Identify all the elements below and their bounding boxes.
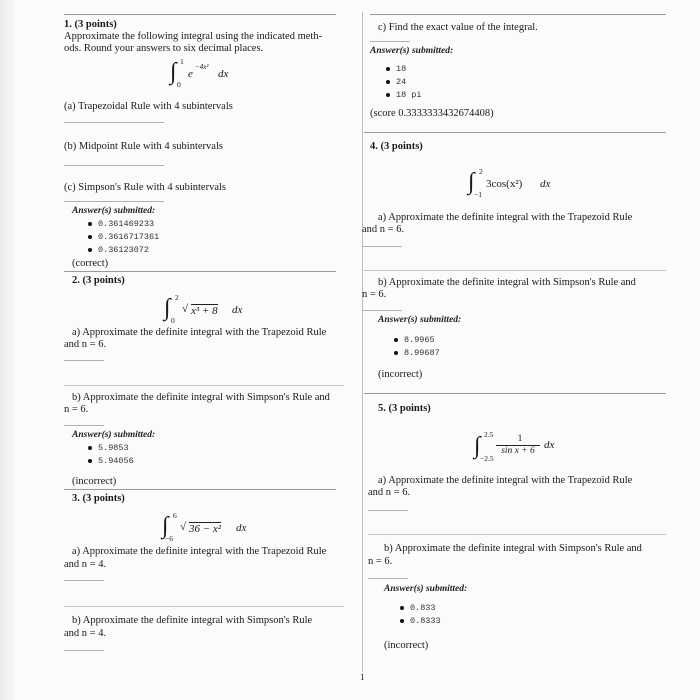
answer-blank-4a[interactable] [362, 246, 402, 247]
fraction-numerator: 1 [517, 434, 523, 444]
top-rule-left [64, 14, 336, 15]
answer-item: 24 [384, 76, 422, 89]
page-number: 1 [360, 672, 365, 682]
problem-4-part-b-line2: n = 6. [362, 289, 387, 300]
integral-dx: dx [540, 178, 551, 190]
problem-2-part-b-line1: b) Approximate the definite integral with Simpson's Rule and [72, 392, 330, 403]
answer-item: 5.94056 [86, 455, 134, 468]
answer-blank-5a[interactable] [368, 510, 408, 511]
column-divider [362, 12, 363, 672]
problem-2-header: 2. (3 points) [72, 275, 125, 286]
answers-list-1 [86, 218, 159, 257]
integral-5 [472, 432, 582, 468]
status-4: (incorrect) [378, 369, 423, 380]
problem-4-part-b-line1: b) Approximate the definite integral with Simpson's Rule and [378, 277, 636, 288]
answer-blank-2a[interactable] [64, 360, 104, 361]
radical-sign: √ [180, 521, 187, 533]
answer-blank-2b[interactable] [64, 425, 104, 426]
answers-heading-1c: Answer(s) submitted: [370, 46, 454, 56]
answer-item: 0.36123072 [86, 244, 159, 257]
answer-blank-3a[interactable] [64, 580, 104, 581]
problem-1-part-c: (c) Simpson's Rule with 4 subintervals [64, 182, 227, 193]
answer-blank-4b[interactable] [362, 310, 402, 311]
integral-upper: 2 [175, 293, 179, 302]
integrand-exponent: −4x² [195, 63, 209, 71]
problem-3-part-b-line2: and n = 4. [64, 628, 107, 639]
top-rule-right [370, 14, 666, 15]
status-1: (correct) [72, 258, 109, 269]
problem-1-part-a: (a) Trapezoidal Rule with 4 subintervals [64, 101, 233, 112]
answer-item: 0.3616717361 [86, 231, 159, 244]
integral-sign: ∫ [474, 433, 481, 459]
answer-item: 5.9853 [86, 442, 134, 455]
rule-after-1c [364, 132, 666, 133]
problem-4-part-a-line1: a) Approximate the definite integral with the Trapezoid Rule [378, 212, 633, 223]
rule-before-4b [364, 270, 666, 271]
answer-item: 8.9965 [392, 334, 440, 347]
problem-5-part-a-line2: and n = 6. [368, 487, 411, 498]
problem-5-header: 5. (3 points) [378, 403, 431, 414]
integral-upper: 2.5 [484, 430, 494, 439]
rule-after-4 [364, 393, 666, 394]
answers-list-2 [86, 442, 134, 468]
problem-5-part-b-line1: b) Approximate the definite integral with Simpson's Rule and [384, 543, 642, 554]
integral-upper: 6 [173, 511, 177, 520]
integrand-radicand: 36 − x² [189, 523, 222, 535]
problem-2-part-a-line1: a) Approximate the definite integral with the Trapezoid Rule [72, 327, 327, 338]
integral-lower: −6 [165, 534, 173, 543]
problem-3-part-a-line2: and n = 4. [64, 559, 107, 570]
answers-heading-2: Answer(s) submitted: [72, 430, 156, 440]
integral-sign: ∫ [170, 59, 177, 85]
problem-5-part-b-line2: n = 6. [368, 556, 393, 567]
problem-1-intro-line2: ods. Round your answers to six decimal places. [64, 43, 264, 54]
problem-3-header: 3. (3 points) [72, 493, 125, 504]
problem-2-part-b-line2: n = 6. [64, 404, 89, 415]
problem-1-part-b: (b) Midpoint Rule with 4 subintervals [64, 141, 223, 152]
integral-dx: dx [232, 304, 243, 316]
answer-blank-3b[interactable] [64, 650, 104, 651]
status-2: (incorrect) [72, 476, 117, 487]
answers-heading-5: Answer(s) submitted: [384, 584, 468, 594]
problem-5-part-a-line1: a) Approximate the definite integral with the Trapezoid Rule [378, 475, 633, 486]
answer-blank-1c-exact[interactable] [370, 41, 410, 42]
problem-4-header: 4. (3 points) [370, 141, 423, 152]
radical-sign: √ [182, 303, 189, 315]
problem-3-part-b-line1: b) Approximate the definite integral with Simpson's Rule [72, 615, 313, 626]
answer-item: 18 [384, 63, 422, 76]
integral-dx: dx [218, 68, 229, 80]
answer-item: 0.833 [398, 602, 441, 615]
integrand-base: e [188, 68, 193, 80]
answer-item: 18 pi [384, 89, 422, 102]
answer-item: 0.361469233 [86, 218, 159, 231]
integral-4 [466, 168, 586, 204]
integrand-radicand: x³ + 8 [191, 305, 218, 317]
integral-sign: ∫ [164, 295, 171, 321]
integral-dx: dx [236, 522, 247, 534]
rule-after-1 [64, 271, 336, 272]
integral-1 [168, 58, 258, 94]
integral-3 [160, 512, 270, 548]
integral-sign: ∫ [162, 513, 169, 539]
problem-2-part-a-line2: and n = 6. [64, 339, 107, 350]
answer-item: 0.8333 [398, 615, 441, 628]
integral-lower: 0 [171, 316, 175, 325]
fraction-denominator: sin x + 6 [501, 446, 535, 456]
rule-before-2b [64, 385, 344, 386]
integral-upper: 1 [180, 57, 184, 66]
integral-sign: ∫ [468, 169, 475, 195]
integral-upper: 2 [479, 167, 483, 176]
integrand: 3cos(x²) [486, 178, 523, 190]
integral-lower: −2.5 [480, 454, 494, 463]
integral-lower: −1 [474, 190, 482, 199]
answer-blank-1b[interactable] [64, 165, 164, 166]
answers-list-4 [392, 334, 440, 360]
page-shadow [0, 0, 14, 700]
answer-blank-1a[interactable] [64, 122, 164, 123]
problem-1-header: 1. (3 points) [64, 19, 117, 30]
answers-heading-1: Answer(s) submitted: [72, 206, 156, 216]
answers-heading-4: Answer(s) submitted: [378, 315, 462, 325]
rule-before-3b [64, 606, 344, 607]
rule-before-5b [368, 534, 666, 535]
answers-list-1c [384, 63, 422, 102]
rule-after-2 [64, 489, 336, 490]
answer-item: 8.99687 [392, 347, 440, 360]
problem-1-intro-line1: Approximate the following integral using the indicated meth- [64, 31, 323, 42]
status-5: (incorrect) [384, 640, 429, 651]
problem-4-part-a-line2: and n = 6. [362, 224, 405, 235]
integral-lower: 0 [177, 80, 181, 89]
score-1: (score 0.3333333432674408) [370, 108, 494, 119]
integral-dx: dx [544, 439, 555, 451]
answers-list-5 [398, 602, 441, 628]
problem-1-part-c-exact: c) Find the exact value of the integral. [378, 22, 538, 33]
answer-blank-1c[interactable] [64, 201, 164, 202]
problem-3-part-a-line1: a) Approximate the definite integral with the Trapezoid Rule [72, 546, 327, 557]
answer-blank-5b[interactable] [368, 578, 408, 579]
integral-2 [162, 294, 272, 330]
